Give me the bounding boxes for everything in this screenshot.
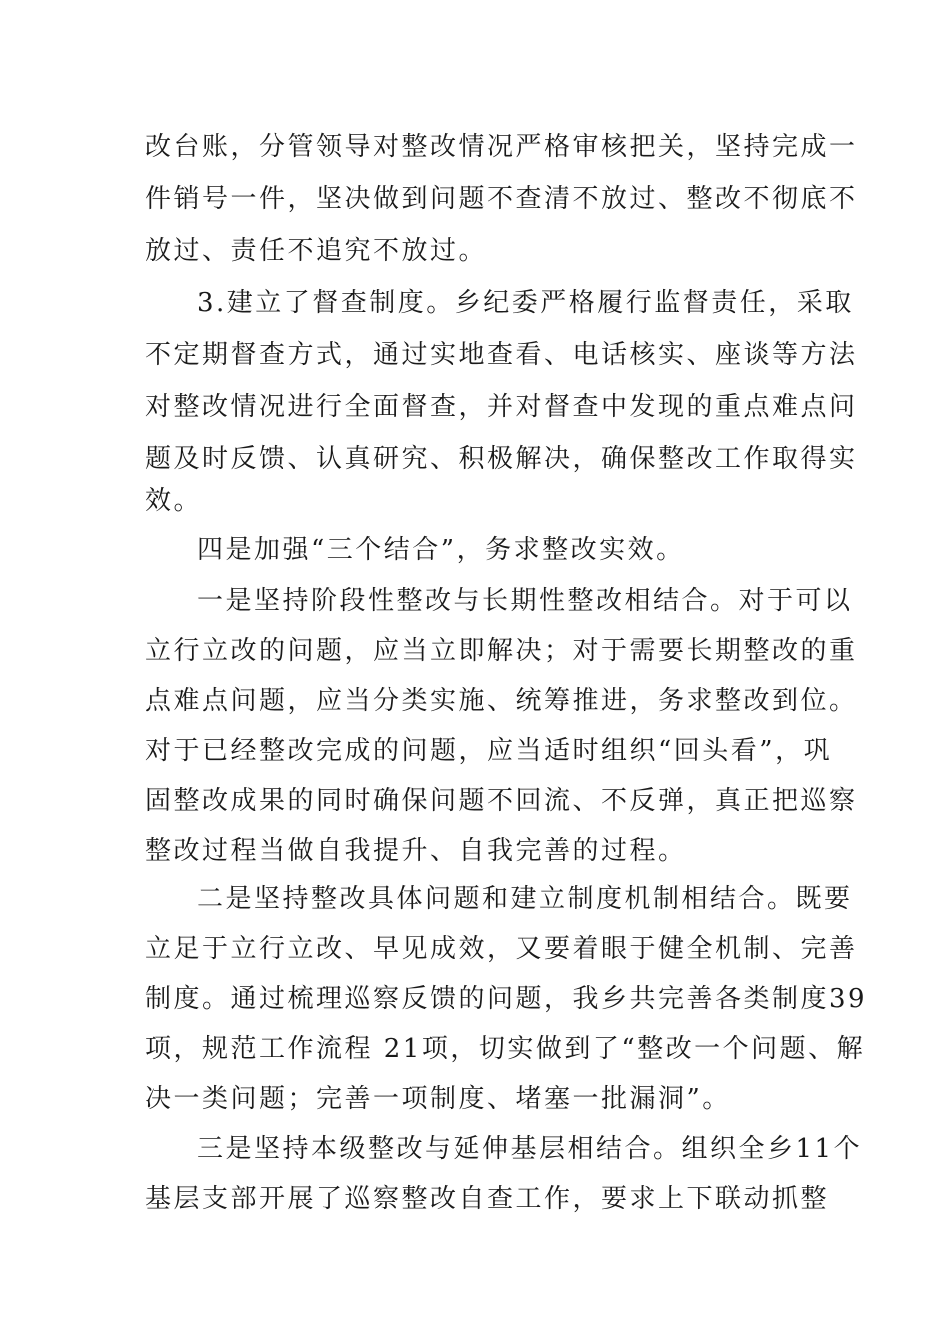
text-line: 固整改成果的同时确保问题不回流、不反弹，真正把巡察 xyxy=(145,786,858,816)
text-line: 立足于立行立改、早见成效，又要着眼于健全机制、完善 xyxy=(145,934,858,964)
text-line: 不定期督查方式，通过实地查看、电话核实、座谈等方法 xyxy=(145,340,858,370)
paragraph-start-line: 二是坚持整改具体问题和建立制度机制相结合。既要 xyxy=(197,884,853,914)
section-heading-line: 四是加强“三个结合”，务求整改实效。 xyxy=(197,535,685,565)
text-line: 整改过程当做自我提升、自我完善的过程。 xyxy=(145,836,687,866)
paragraph-start-line: 三是坚持本级整改与延伸基层相结合。组织全乡11个 xyxy=(197,1134,863,1164)
text-line: 题及时反馈、认真研究、积极解决，确保整改工作取得实 xyxy=(145,444,858,474)
paragraph-start-line: 3.建立了督查制度。乡纪委严格履行监督责任，采取 xyxy=(197,288,854,318)
text-line: 项，规范工作流程 21项，切实做到了“整改一个问题、解 xyxy=(145,1034,866,1064)
text-line: 基层支部开展了巡察整改自查工作，要求上下联动抓整 xyxy=(145,1184,830,1214)
text-line: 改台账，分管领导对整改情况严格审核把关，坚持完成一 xyxy=(145,132,858,162)
text-line: 立行立改的问题，应当立即解决；对于需要长期整改的重 xyxy=(145,636,858,666)
text-line: 放过、责任不追究不放过。 xyxy=(145,236,488,266)
text-line: 决一类问题；完善一项制度、堵塞一批漏洞”。 xyxy=(145,1084,731,1114)
text-line: 点难点问题，应当分类实施、统筹推进，务求整改到位。 xyxy=(145,686,858,716)
text-line: 对整改情况进行全面督查，并对督查中发现的重点难点问 xyxy=(145,392,858,422)
text-line: 对于已经整改完成的问题，应当适时组织“回头看”，巩 xyxy=(145,736,833,766)
text-line: 制度。通过梳理巡察反馈的问题，我乡共完善各类制度39 xyxy=(145,984,868,1014)
text-line: 效。 xyxy=(145,486,203,516)
text-line: 件销号一件，坚决做到问题不查清不放过、整改不彻底不 xyxy=(145,184,858,214)
paragraph-start-line: 一是坚持阶段性整改与长期性整改相结合。对于可以 xyxy=(197,586,853,616)
